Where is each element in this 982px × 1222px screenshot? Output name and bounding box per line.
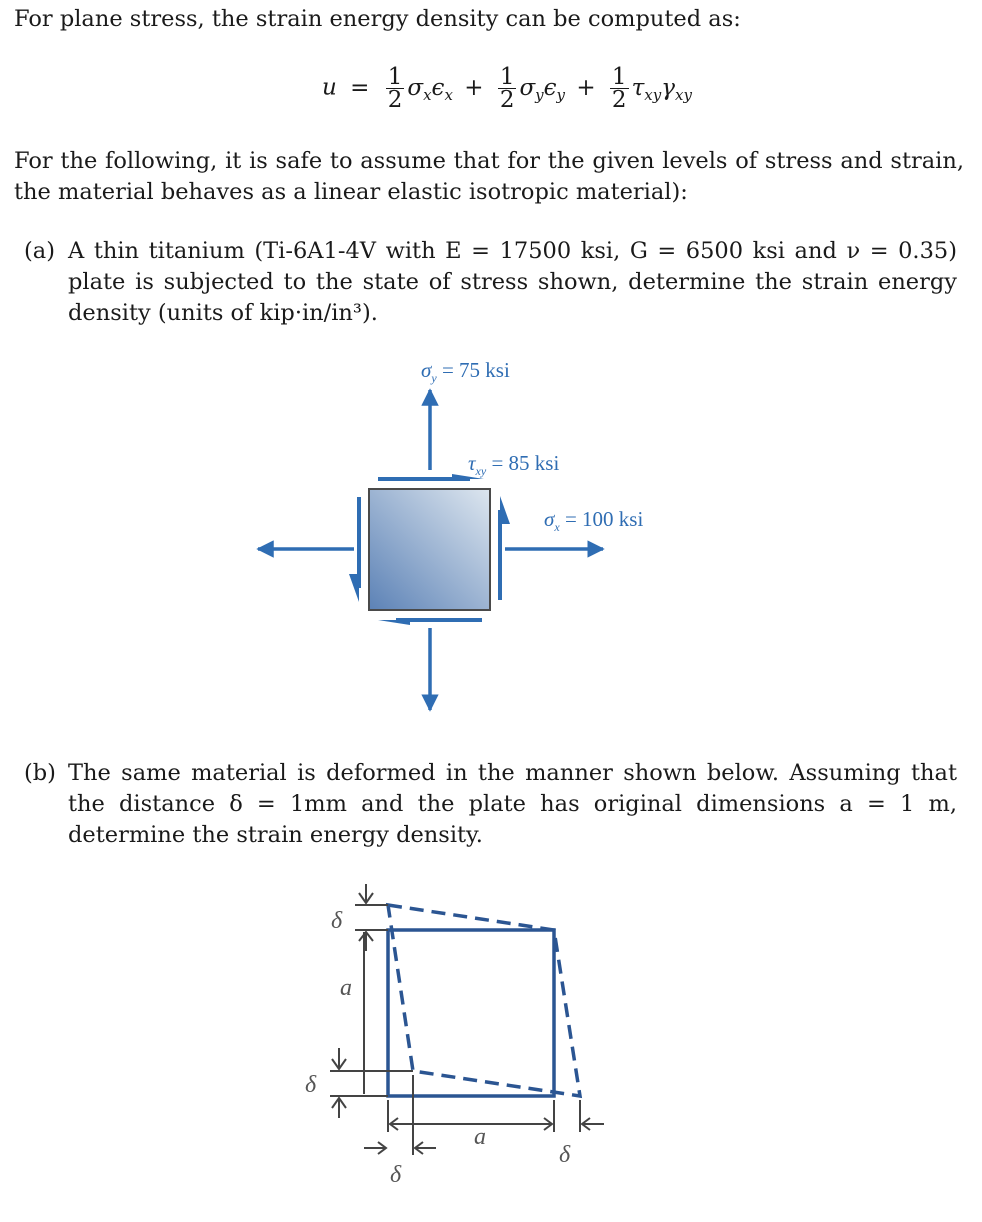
formula-term-1: $\sigma_x\epsilon_x$ <box>407 74 453 104</box>
delta-label-right: δ <box>559 1142 571 1168</box>
a-label-horizontal: a <box>474 1124 486 1150</box>
part-b-label: (b) <box>24 760 56 786</box>
delta-label-top: δ <box>331 908 343 934</box>
fraction-2: $\frac{1}{2}$ <box>499 64 515 113</box>
formula-term-2: $\sigma_y\epsilon_y$ <box>519 74 566 104</box>
sigma-y-label: $\sigma_y = 75$ ksi <box>421 358 510 385</box>
assumption-text: For the following, it is safe to assume that for the given levels of stress and strain, the material behaves as a linear elastic isotropic material): <box>14 148 964 205</box>
a-label-vertical: a <box>340 975 352 1001</box>
formula-lhs: u <box>322 74 337 101</box>
formula-equals: = <box>350 74 370 101</box>
strain-energy-formula: u = $\frac{1}{2}$ $\sigma_x\epsilon_x$ + $\frac{1}{2}$ $\sigma_y\epsilon_y$ + $\frac{1}{2}$ $\tau_{xy}\gamma_{xy}$ <box>322 64 692 113</box>
fraction-3: $\frac{1}{2}$ <box>611 64 627 113</box>
part-a-text: A thin titanium (Ti-6A1-4V with E = 17500 ksi, G = 6500 ksi and ν = 0.35) plate is subjected to the state of stress shown, determine the strain energy density (units of kip·in/in³). <box>68 238 957 326</box>
part-b-text: The same material is deformed in the manner shown below. Assuming that the distance δ = 1mm and the plate has original dimensions a = 1 m, determine the strain energy density. <box>68 760 957 848</box>
sigma-x-label: $\sigma_x = 100$ ksi <box>544 507 644 534</box>
delta-label-left: δ <box>305 1072 317 1098</box>
delta-label-bottom: δ <box>390 1162 402 1188</box>
intro-text: For plane stress, the strain energy density can be computed as: <box>14 6 741 32</box>
fraction-1: $\frac{1}{2}$ <box>387 64 403 113</box>
formula-term-3: $\tau_{xy}\gamma_{xy}$ <box>631 74 692 104</box>
tau-xy-label: $\tau_{xy} = 85$ ksi <box>468 451 560 478</box>
deformed-plate-outline <box>388 905 580 1096</box>
part-a-label: (a) <box>24 238 55 264</box>
